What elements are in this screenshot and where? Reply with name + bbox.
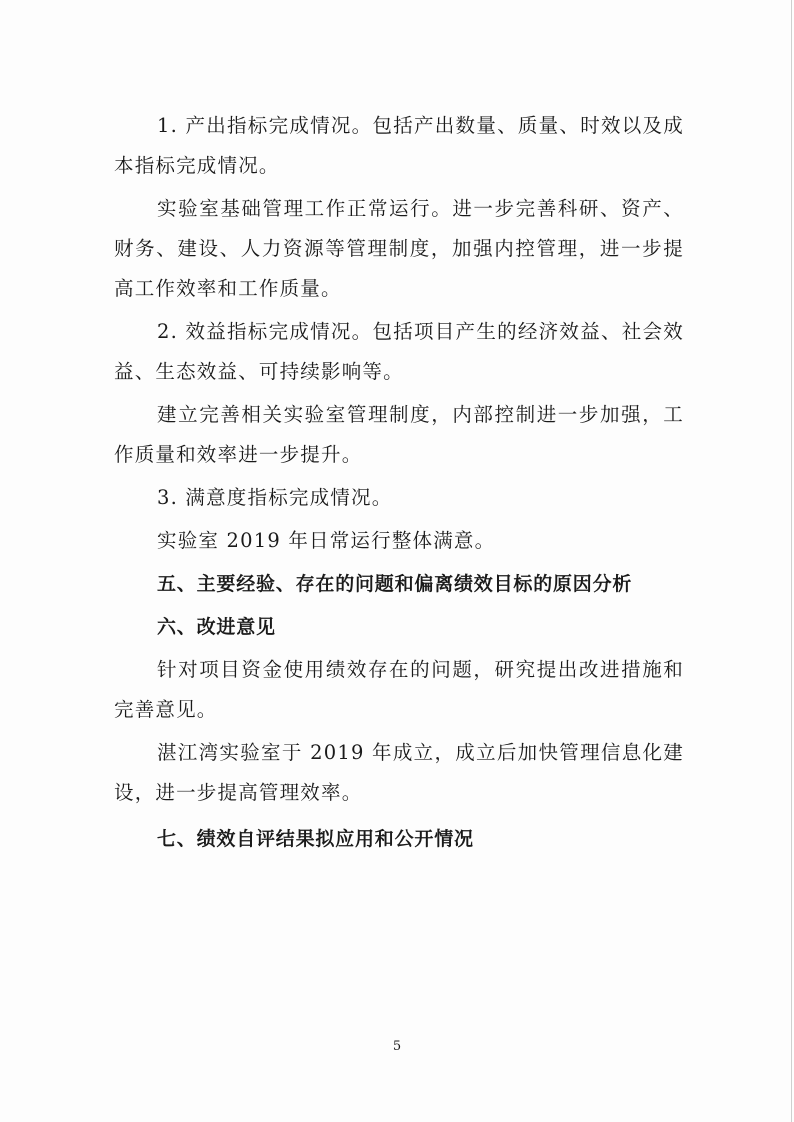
paragraph-satisfaction-result: 实验室 2019 年日常运行整体满意。 [157,529,496,552]
document-body [114,106,684,862]
paragraph-satisfaction-indicator: 3. 满意度指标完成情况。 [157,486,393,509]
scan-edge-line [791,0,792,1122]
paragraph-management-system: 建立完善相关实验室管理制度，内部控制进一步加强，工作质量和效率进一步提升。 [114,403,684,466]
section-heading-five: 五、主要经验、存在的问题和偏离绩效目标的原因分析 [157,573,633,595]
paragraph-benefit-indicator: 2. 效益指标完成情况。包括项目产生的经济效益、社会效益、生态效益、可持续影响等。 [114,320,684,383]
paragraph-zhanjiang-lab: 湛江湾实验室于 2019 年成立，成立后加快管理信息化建设，进一步提高管理效率。 [114,741,684,804]
section-heading-six: 六、改进意见 [157,616,276,638]
page-number: 5 [392,1039,402,1054]
paragraph-output-indicator: 1. 产出指标完成情况。包括产出数量、质量、时效以及成本指标完成情况。 [114,114,684,177]
section-heading-seven: 七、绩效自评结果拟应用和公开情况 [157,828,474,850]
paragraph-improvement-measures: 针对项目资金使用绩效存在的问题，研究提出改进措施和完善意见。 [114,658,684,721]
paragraph-lab-management: 实验室基础管理工作正常运行。进一步完善科研、资产、财务、建设、人力资源等管理制度，加强内控管理，进一步提高工作效率和工作质量。 [114,197,684,300]
